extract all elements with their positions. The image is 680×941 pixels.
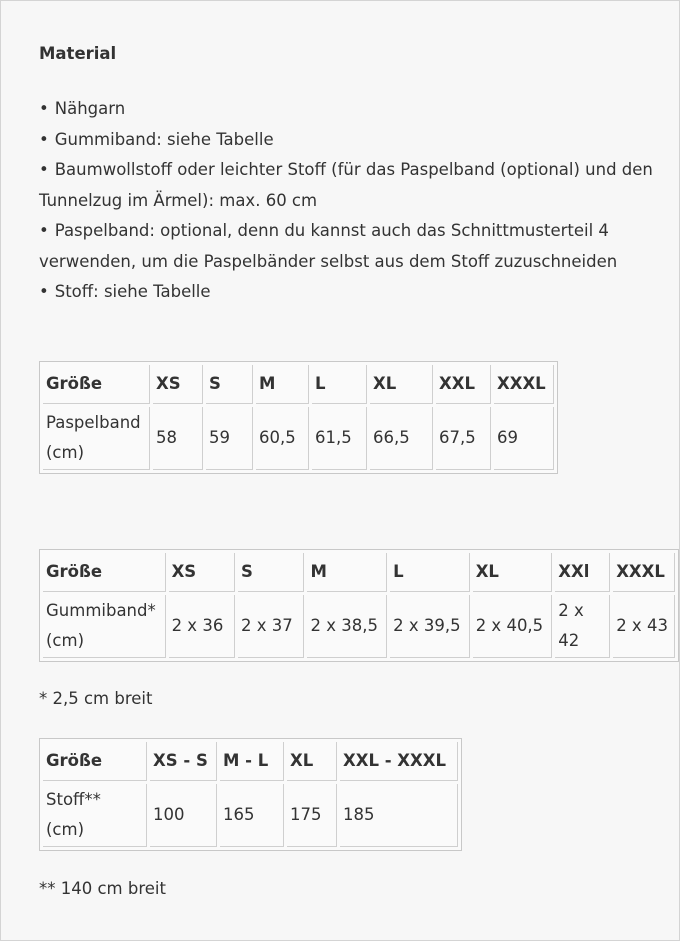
table-header-cell: XL <box>473 553 553 592</box>
material-heading: Material <box>39 44 117 63</box>
table-header-cell: XL <box>287 742 337 781</box>
table-cell: 2 x 36 <box>169 595 235 658</box>
table-header-cell: M <box>256 365 309 404</box>
list-item <box>39 155 659 216</box>
table-cell: 2 x 40,5 <box>473 595 553 658</box>
table-cell: 59 <box>206 407 253 470</box>
table-cell: 67,5 <box>436 407 491 470</box>
list-item-text: Baumwollstoff oder leichter Stoff (für das Paspelband (optional) und den Tunnelzug im Ärmel): max. 60 cm <box>39 160 653 210</box>
table-cell: 2 x 37 <box>238 595 304 658</box>
table-cell: 185 <box>340 784 458 847</box>
list-item-text: Paspelband: optional, denn du kannst auch das Schnittmusterteil 4 verwenden, um die Paspelbänder selbst aus dem Stoff zuzuschneiden <box>39 221 618 271</box>
table-cell: 60,5 <box>256 407 309 470</box>
table-cell: 61,5 <box>312 407 367 470</box>
table-row <box>43 595 675 658</box>
list-item-text: Stoff: siehe Tabelle <box>54 282 211 301</box>
table-header-cell: XS <box>153 365 203 404</box>
table-header-cell: L <box>390 553 470 592</box>
table-header-row <box>43 365 554 404</box>
table-cell: 165 <box>220 784 284 847</box>
list-item <box>39 277 659 308</box>
bullet-icon: • <box>39 160 49 179</box>
table-header-cell: M <box>307 553 387 592</box>
gummiband-footnote: * 2,5 cm breit <box>39 689 153 708</box>
table-cell: 2 x 42 <box>555 595 610 658</box>
list-item-text: Gummiband: siehe Tabelle <box>54 129 274 149</box>
table-header-row <box>43 742 458 781</box>
table-header-cell: Größe <box>43 553 166 592</box>
table-cell: 69 <box>494 407 554 470</box>
bullet-icon: • <box>39 221 49 240</box>
table-row-label: Gummiband* (cm) <box>43 595 166 658</box>
table-header-cell: XXXL <box>494 365 554 404</box>
table-cell: 2 x 43 <box>613 595 675 658</box>
table-header-cell: S <box>206 365 253 404</box>
table-cell: 2 x 38,5 <box>307 595 387 658</box>
table-header-cell: XXL - XXXL <box>340 742 458 781</box>
table-header-cell: XXl <box>555 553 610 592</box>
table-header-row <box>43 553 675 592</box>
list-item <box>39 94 659 125</box>
table-row <box>43 784 458 847</box>
table-row <box>43 407 554 470</box>
table-cell: 66,5 <box>370 407 433 470</box>
bullet-icon: • <box>39 282 49 301</box>
table-row-label: Paspelband (cm) <box>43 407 150 470</box>
table-header-cell: M - L <box>220 742 284 781</box>
table-header-cell: S <box>238 553 304 592</box>
table-cell: 100 <box>150 784 217 847</box>
table-header-cell: Größe <box>43 365 150 404</box>
list-item <box>39 216 659 277</box>
bullet-icon: • <box>39 99 49 118</box>
bullet-icon: • <box>39 129 49 149</box>
table-header-cell: XS - S <box>150 742 217 781</box>
material-list <box>39 94 659 308</box>
table-cell: 175 <box>287 784 337 847</box>
stoff-table <box>39 738 462 851</box>
paspelband-table <box>39 361 558 474</box>
table-header-cell: XS <box>169 553 235 592</box>
table-header-cell: XXXL <box>613 553 675 592</box>
table-row-label: Stoff** (cm) <box>43 784 147 847</box>
table-header-cell: Größe <box>43 742 147 781</box>
table-header-cell: XXL <box>436 365 491 404</box>
stoff-footnote: ** 140 cm breit <box>39 879 166 898</box>
table-cell: 2 x 39,5 <box>390 595 470 658</box>
gummiband-table <box>39 549 679 662</box>
list-item-text: Nähgarn <box>54 99 126 118</box>
list-item <box>39 125 659 156</box>
table-cell: 58 <box>153 407 203 470</box>
table-header-cell: XL <box>370 365 433 404</box>
table-header-cell: L <box>312 365 367 404</box>
